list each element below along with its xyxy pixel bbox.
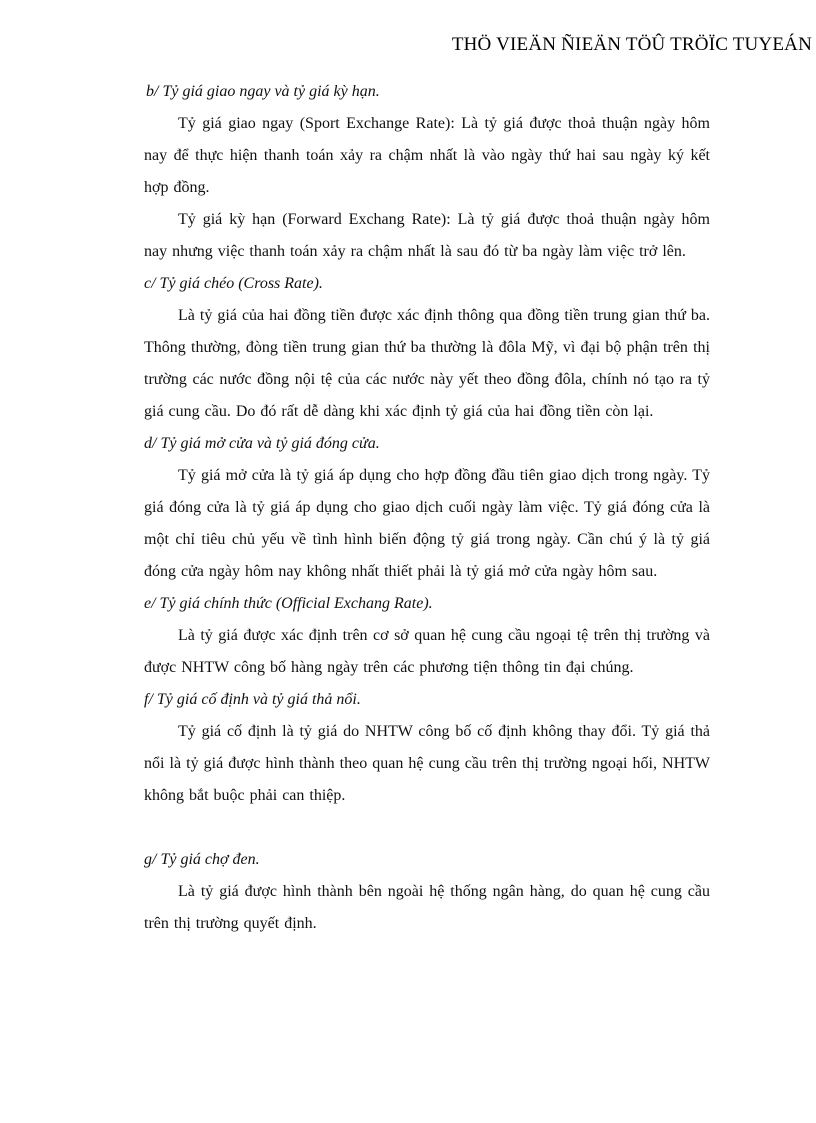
page-header: THÖ VIEÄN ÑIEÄN TÖÛ TRÖÏC TUYEÁN <box>451 34 812 55</box>
section-heading: e/ Tỷ giá chính thức (Official Exchang Rate). <box>144 595 433 612</box>
section-heading: f/ Tỷ giá cố định và tỷ giá thả nổi. <box>144 691 361 708</box>
section-official-rate <box>144 588 710 684</box>
paragraph: Là tỷ giá được hình thành bên ngoài hệ thống ngân hàng, do quan hệ cung cầu trên thị trường quyết định. <box>144 883 710 932</box>
paragraph: Tỷ giá giao ngay (Sport Exchange Rate): Là tỷ giá được thoả thuận ngày hôm nay để thực hiện thanh toán xảy ra chậm nhất là vào ngày thứ hai sau ngày ký kết hợp đồng. <box>144 115 710 196</box>
section-heading: c/ Tỷ giá chéo (Cross Rate). <box>144 275 323 292</box>
section-black-market-rate <box>144 844 710 940</box>
section-heading: b/ Tỷ giá giao ngay và tỷ giá kỳ hạn. <box>146 83 380 100</box>
paragraph: Tỷ giá mở cửa là tỷ giá áp dụng cho hợp đồng đầu tiên giao dịch trong ngày. Tỷ giá đóng cửa là tỷ giá áp dụng cho giao dịch cuối ngày làm việc. Tỷ giá đóng cửa là một chỉ tiêu chủ yếu về tình hình biến động tỷ giá trong ngày. Cần chú ý là tỷ giá đóng cửa ngày hôm nay không nhất thiết phải là tỷ giá mở cửa ngày hôm sau. <box>144 467 710 580</box>
section-open-close-rate <box>144 428 710 588</box>
paragraph: Tỷ giá cố định là tỷ giá do NHTW công bố cố định không thay đổi. Tỷ giá thả nổi là tỷ giá được hình thành theo quan hệ cung cầu trên thị trường ngoại hối, NHTW không bắt buộc phải can thiệp. <box>144 723 710 804</box>
paragraph: Là tỷ giá được xác định trên cơ sở quan hệ cung cầu ngoại tệ trên thị trường và được NHTW công bố hàng ngày trên các phương tiện thông tin đại chúng. <box>144 627 710 676</box>
section-fixed-floating-rate <box>144 684 710 812</box>
section-heading: g/ Tỷ giá chợ đen. <box>144 851 260 868</box>
section-cross-rate <box>144 268 710 428</box>
paragraph: Tỷ giá kỳ hạn (Forward Exchang Rate): Là tỷ giá được thoả thuận ngày hôm nay nhưng việc thanh toán xảy ra chậm nhất là sau đó từ ba ngày làm việc trở lên. <box>144 211 710 260</box>
blank-line <box>144 812 710 844</box>
document-body <box>144 76 710 940</box>
section-spot-forward-rate <box>144 76 710 268</box>
paragraph: Là tỷ giá của hai đồng tiền được xác định thông qua đồng tiền trung gian thứ ba. Thông thường, đòng tiền trung gian thứ ba thường là đôla Mỹ, vì đại bộ phận trên thị trường các nước đồng nội tệ của các nước này yết theo đồng đôla, chính nó tạo ra tỷ giá cung cầu. Do đó rất dễ dàng khi xác định tỷ giá của hai đồng tiền còn lại. <box>144 307 710 420</box>
section-heading: d/ Tỷ giá mở cửa và tỷ giá đóng cửa. <box>144 435 380 452</box>
